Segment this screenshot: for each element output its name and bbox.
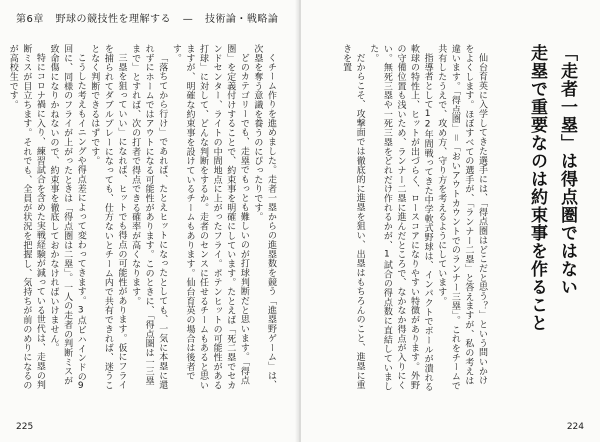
paragraph: だからこそ、攻撃面では徹底的に進塁を狙い、出塁はもちろんのこと、進塁に重きを置 — [341, 44, 365, 390]
heading-line-2: 走塁で重要なのは約束事を作ること — [527, 44, 547, 332]
right-page — [301, 0, 600, 442]
running-header — [16, 10, 278, 25]
paragraph: 仙台育英に入学してきた選手には、「得点圏はどこだと思う？」という問いかけをよくします。ほぼすべての選手が、「ランナー二塁」と答えますが、私の考えは違います。「得点圏」＝「おいアウトカウントでのランナー三塁」。これをチームで共有したうえで、攻め方、守り方を考えるようにしています。 — [436, 44, 487, 391]
paragraph: 特にコロナ禍に入り、練習試合を含めた実戦経験が減っている世代は、走塁の判断ミスが目立ちます。それでも、全員が状況を把握し、気持ちが前のめりになるのが高校生です。 — [7, 44, 45, 390]
paragraph: くチーム作りを進めました。走者一塁からの進塁数を競う「進塁野ゲーム」は、次塁を奪う意識を養うのにぴったりです。 — [252, 44, 276, 390]
heading-line-1: 「走者一塁」は得点圏ではない — [557, 44, 577, 296]
paragraph: 「落ちてから行け」であれば、たとえヒットになったとしても、一気に本塁に還れずにホームではアウトになる可能性があります。このときに、「得点圏は一三塁まで」とすれば、次の打者で得点できる確率が高くなります。 — [130, 44, 168, 390]
paragraph: こうした考えもイニングや得点差によって変わってきます。3点ビハインドの9回に、同様のフライが上がったときは「得点圏は二塁」。一人の走者の判断ミスが致命傷になりかねないので、約束事を徹底しておかなければいけません。 — [48, 44, 86, 392]
page-number-left: 225 — [16, 422, 34, 432]
chapter-label: 第6章 — [16, 14, 44, 25]
section-heading — [504, 44, 582, 394]
header-separator: — — [182, 14, 194, 25]
chapter-subtitle: 技術論・戦略論 — [204, 14, 279, 25]
chapter-title: 野球の競技性を理解する — [55, 14, 172, 25]
paragraph: 指導者として12年間戦ってきた中学軟式野球は、インパクトでボールが潰れる軟球の特性上、ヒットが出づらく、ロースコアになりやすい特徴があります。外野の守備位置も浅いため、ランナー二塁に進んだところで、なかなか得点が入りにくい。無死三塁や一死三塁をどれだけ作れるかが、1試合の得点数に直結していました。 — [368, 44, 433, 392]
paragraph: 三塁を狙っていい」になれば、ヒットでも得点の可能性があります。仮にフライを捕られてダブルプレーになっても、仕方ないとチーム内で共有できれば、迷うことなく判断できるはずです。 — [89, 44, 127, 390]
left-page-body — [7, 44, 277, 394]
left-page — [0, 0, 299, 442]
paragraph: どのカテゴリーでも、走塁でもっとも難しいのが打球判断だと思います。「得点圏」を定義付けすることで、約束事を明確にしています。たとえば「死二塁でセカンドセンター、ライトの中間地点に上がったフライ。ポテンヒットの可能性がある打球」に対して、どんな判断をするか。走者のセンスに任せるチームもあると思いますが、明確な約束事を設けているチームもあります。仙台育英の場合は後者です。 — [170, 44, 249, 390]
right-page-body — [336, 44, 488, 394]
page-number-right: 224 — [566, 422, 584, 432]
